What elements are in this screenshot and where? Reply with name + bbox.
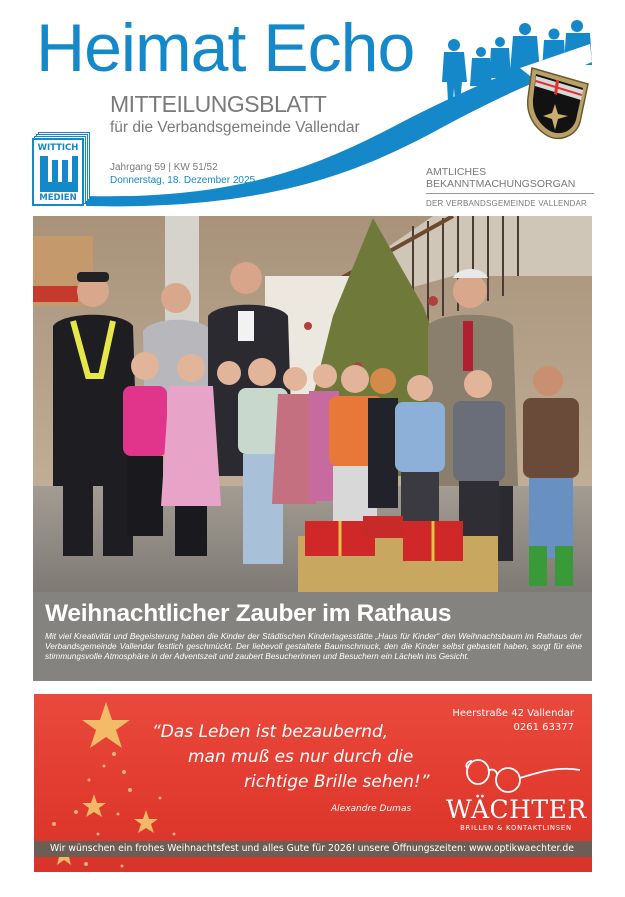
newspaper-title: Heimat Echo bbox=[36, 10, 415, 86]
logo-text-bottom: MEDIEN bbox=[39, 193, 77, 203]
quote-line-2: man muß es nur durch die bbox=[188, 747, 414, 767]
cover-photo bbox=[33, 216, 592, 592]
glasses-icon bbox=[464, 758, 584, 794]
optician-advertisement bbox=[34, 694, 592, 872]
brand-name: WÄCHTER bbox=[446, 795, 587, 824]
issue-date: Donnerstag, 18. Dezember 2025 bbox=[110, 175, 256, 186]
opening-hours-link[interactable]: unsere Öffnungszeiten: www.optikwaechter.de bbox=[357, 843, 574, 854]
official-line-1: AMTLICHES bbox=[426, 166, 487, 178]
newspaper-subtitle: MITTEILUNGSBLATT bbox=[110, 91, 327, 117]
newspaper-subline: für die Verbandsgemeinde Vallendar bbox=[110, 119, 360, 136]
shop-address bbox=[452, 707, 574, 735]
ad-footer-bar bbox=[34, 841, 592, 857]
coat-of-arms-icon bbox=[522, 64, 592, 144]
divider bbox=[426, 193, 594, 194]
wittich-medien-logo bbox=[32, 132, 88, 206]
official-line-2: BEKANNTMACHUNGSORGAN bbox=[426, 178, 576, 190]
brand-tagline: BRILLEN & KONTAKTLINSEN bbox=[460, 824, 572, 832]
cover-story-body: Mit viel Kreativität und Begeisterung haben die Kinder der Städtischen Kindertagesstätte „Haus für Kinder“ den Weihnachtsbaum im Rathaus der Verbandsgemeinde Vallendar festlich geschmückt. Der liebevoll gestaltete Baumschmuck, den die Kinder selbst gebastelt haben, sorgt für eine stimmungsvolle Atmosphäre in der Adventszeit und zaubert Besucherinnen und Besuchern ein Lächeln ins Gesicht. bbox=[45, 631, 582, 661]
holiday-greeting: Wir wünschen ein frohes Weihnachtsfest und alles Gute für 2026! bbox=[50, 843, 356, 854]
cover-story bbox=[33, 592, 592, 681]
quote-line-1: “Das Leben ist bezaubernd, bbox=[152, 722, 389, 742]
logo-text-top: WITTICH bbox=[37, 143, 79, 153]
issue-number: Jahrgang 59 | KW 51/52 bbox=[110, 162, 218, 173]
masthead bbox=[0, 0, 625, 212]
street-address: Heerstraße 42 Vallendar bbox=[452, 708, 574, 719]
official-line-3: DER VERBANDSGEMEINDE VALLENDAR bbox=[426, 199, 587, 208]
phone-number: 0261 63377 bbox=[513, 722, 574, 733]
quote-author: Alexandre Dumas bbox=[331, 804, 412, 814]
quote-line-3: richtige Brille sehen!” bbox=[244, 772, 430, 792]
official-gazette-label bbox=[426, 166, 594, 210]
cover-story-headline: Weihnachtlicher Zauber im Rathaus bbox=[45, 600, 452, 627]
w-logo-icon bbox=[40, 156, 78, 192]
group-photo-illustration bbox=[33, 216, 592, 592]
